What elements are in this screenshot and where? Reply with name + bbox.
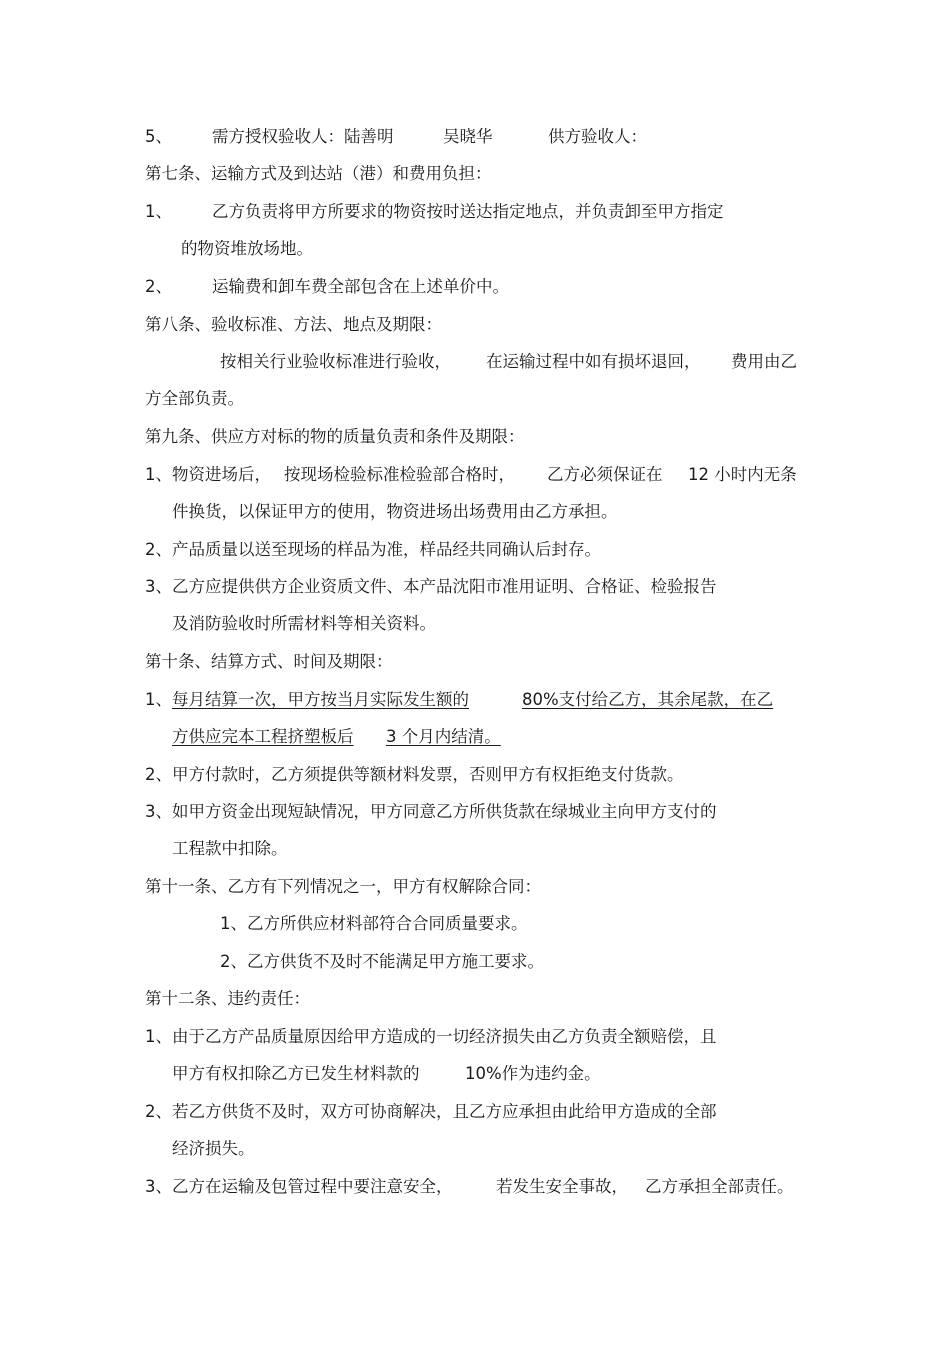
item5-number: 5、 bbox=[145, 127, 172, 146]
article12-item3-b: 若发生安全事故， bbox=[496, 1177, 628, 1196]
article12-item3-c: 乙方承担全部责任。 bbox=[645, 1177, 794, 1196]
article11-item2: 2、乙方供货不及时不能满足甲方施工要求。 bbox=[220, 952, 544, 971]
article8-text-cont: 方全部负责。 bbox=[145, 389, 244, 408]
article11-item1: 1、乙方所供应材料部符合合同质量要求。 bbox=[220, 914, 528, 933]
article7-heading: 第七条、运输方式及到达站（港）和费用负担： bbox=[145, 164, 492, 183]
article12-item1-cont-a: 甲方有权扣除乙方已发生材料款的 bbox=[172, 1064, 420, 1083]
article10-item1-number: 1、 bbox=[145, 690, 172, 709]
article9-item3-cont: 及消防验收时所需材料等相关资料。 bbox=[172, 614, 436, 633]
article7-item2-number: 2、 bbox=[145, 277, 172, 296]
item5-supplier: 供方验收人： bbox=[548, 127, 647, 146]
article7-item1-text: 乙方负责将甲方所要求的物资按时送达指定地点，并负责卸至甲方指定 bbox=[212, 202, 724, 221]
article12-item3-a: 3、乙方在运输及包管过程中要注意安全， bbox=[145, 1177, 453, 1196]
article9-item1-c: 乙方必须保证在 bbox=[547, 465, 663, 484]
article9-item1-d: 12 小时内无条 bbox=[688, 465, 797, 484]
article10-item1-a: 每月结算一次，甲方按当月实际发生额的 bbox=[172, 690, 469, 709]
article10-item1-b: 80%支付给乙方，其余尾款，在乙 bbox=[522, 690, 774, 709]
article12-heading: 第十二条、违约责任： bbox=[145, 989, 310, 1008]
article9-item1-a: 1、物资进场后， bbox=[145, 465, 271, 484]
article12-item2-cont: 经济损失。 bbox=[172, 1139, 255, 1158]
article12-item1-cont-b: 10%作为违约金。 bbox=[465, 1064, 601, 1083]
item5-name2: 吴晓华 bbox=[443, 127, 493, 146]
article7-item1-number: 1、 bbox=[145, 202, 172, 221]
article10-item3-cont: 工程款中扣除。 bbox=[172, 839, 288, 858]
article7-item1-text-cont: 的物资堆放场地。 bbox=[181, 239, 313, 258]
article9-item3: 3、乙方应提供供方企业资质文件、本产品沈阳市准用证明、合格证、检验报告 bbox=[145, 577, 717, 596]
article8-text-c: 费用由乙 bbox=[731, 352, 797, 371]
article8-heading: 第八条、验收标准、方法、地点及期限： bbox=[145, 315, 442, 334]
article10-item3: 3、如甲方资金出现短缺情况，甲方同意乙方所供货款在绿城业主向甲方支付的 bbox=[145, 802, 717, 821]
article10-item1-cont-b: 3 个月内结清。 bbox=[386, 727, 501, 746]
article11-heading: 第十一条、乙方有下列情况之一，甲方有权解除合同： bbox=[145, 877, 541, 896]
article10-item2: 2、甲方付款时，乙方须提供等额材料发票，否则甲方有权拒绝支付货款。 bbox=[145, 765, 684, 784]
article9-item1-b: 按现场检验标准检验部合格时， bbox=[284, 465, 515, 484]
article8-text-a: 按相关行业验收标准进行验收， bbox=[220, 352, 451, 371]
article9-item1-cont: 件换货，以保证甲方的使用，物资进场出场费用由乙方承担。 bbox=[172, 502, 618, 521]
article9-heading: 第九条、供应方对标的物的质量负责和条件及期限： bbox=[145, 427, 525, 446]
article9-item2: 2、产品质量以送至现场的样品为准，样品经共同确认后封存。 bbox=[145, 540, 601, 559]
article12-item2: 2、若乙方供货不及时，双方可协商解决，且乙方应承担由此给甲方造成的全部 bbox=[145, 1102, 717, 1121]
article8-text-b: 在运输过程中如有损坏退回， bbox=[486, 352, 701, 371]
article10-heading: 第十条、结算方式、时间及期限： bbox=[145, 652, 393, 671]
item5-label: 需方授权验收人：陆善明 bbox=[212, 127, 394, 146]
article12-item1: 1、由于乙方产品质量原因给甲方造成的一切经济损失由乙方负责全额赔偿，且 bbox=[145, 1027, 717, 1046]
article10-item1-cont-a: 方供应完本工程挤塑板后 bbox=[172, 727, 354, 746]
article7-item2-text: 运输费和卸车费全部包含在上述单价中。 bbox=[212, 277, 509, 296]
